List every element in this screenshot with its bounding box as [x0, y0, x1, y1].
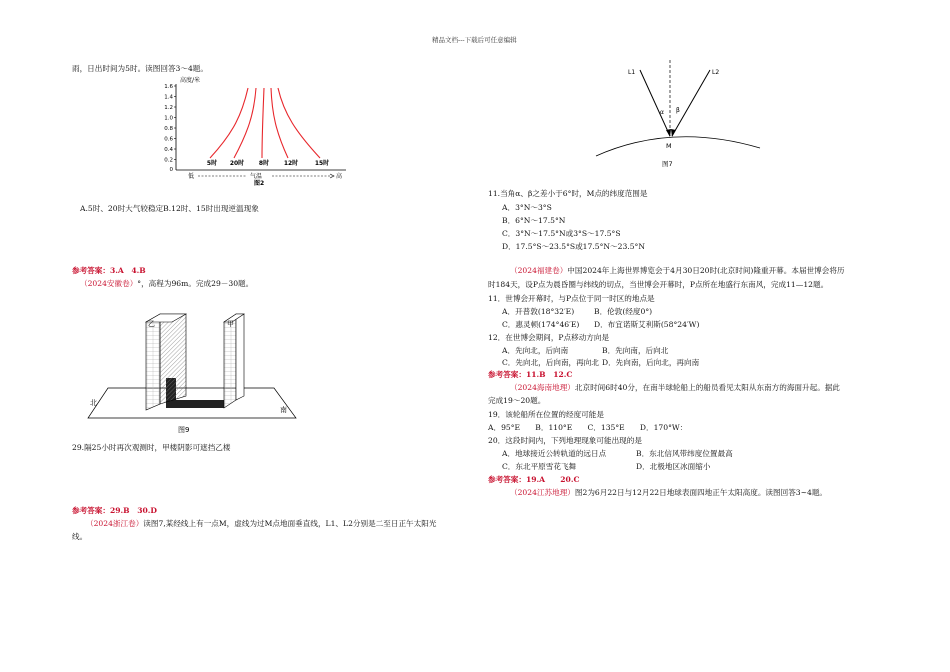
- q20-option-a: A．地球接近公转轨道的远日点: [502, 449, 607, 458]
- fig2-label-20h: 20时: [229, 160, 245, 167]
- q20-option-c: C．东北平原雪花飞舞: [502, 462, 577, 471]
- answer-label: 参考答案：: [488, 370, 526, 379]
- jiangsu-text: 图2为6月22日与12月22日地球表面四地正午太阳高度。读图回答3~4题。: [574, 488, 828, 497]
- fig2-x-high: 高: [336, 173, 343, 180]
- q11b-option-d: D．布宜诺斯艾利斯(58°24′W): [594, 320, 700, 329]
- answer-value: 3.A 4.B: [109, 266, 146, 275]
- q3-options: A.5时、20时大气较稳定B.12时、15时出现逆温现象: [80, 204, 259, 213]
- fig7-label-l2: L2: [712, 69, 720, 76]
- fig9-label-south: 南: [280, 406, 287, 414]
- fig2-y-tick: 1.0: [164, 115, 173, 122]
- fig7-label-alpha: α: [660, 109, 664, 116]
- fig2-y-tick: 1.4: [164, 94, 173, 101]
- fig9-caption: 图9: [178, 426, 190, 434]
- fig2-curve-5h: [210, 88, 248, 158]
- fig2-y-tick: 0.4: [164, 147, 173, 153]
- fujian-text: 中国2024年上海世界博览会于4月30日20时(北京时间)隆重开幕。本届世博会将历: [567, 266, 845, 275]
- source-hainan: （2024海南地理）: [510, 383, 575, 392]
- fig2-curve-8h: [262, 88, 264, 158]
- answer-label: 参考答案：: [72, 266, 110, 275]
- q11b-option-c: C．惠灵顿(174°46′E): [502, 320, 580, 329]
- figure-7: [592, 56, 762, 170]
- q12-text: 12．在世博会期间，P点移动方向是: [488, 333, 610, 342]
- fig2-caption: 图2: [254, 180, 265, 187]
- figure-9: [84, 300, 310, 438]
- fujian-text-cont: 时184天，设P点为晨昏圈与纬线的切点，当世博会开幕时，P点所在地盛行东南风，完成11—12题。: [488, 280, 829, 289]
- fig2-y-tick: 0: [169, 167, 173, 173]
- fig7-caption: 图7: [662, 160, 673, 168]
- fig2-y-tick: 0.8: [164, 126, 173, 132]
- q20-option-d: D．北极地区冰面缩小: [636, 462, 711, 471]
- q11a-option-c: C．3°N～17.5°N或3°S～17.5°S: [502, 229, 621, 238]
- fig7-ray-l1: [640, 70, 670, 136]
- hainan-text-cont: 完成19～20题。: [488, 396, 546, 405]
- fig9-label-yi: 乙: [148, 320, 155, 328]
- q20-text: 20．这段时间内，下列地理现象可能出现的是: [488, 436, 642, 445]
- fig7-label-l1: L1: [628, 69, 636, 76]
- intro-text: 雨，日出时间为5时。读图回答3～4题。: [72, 64, 208, 73]
- fig7-label-m: M: [666, 142, 672, 150]
- q11a-option-d: D．17.5°S～23.5°S或17.5°N～23.5°N: [502, 242, 645, 251]
- fig2-label-5h: 5时: [206, 160, 218, 167]
- q20-option-b: B．东北信风带纬度位置最高: [636, 449, 733, 458]
- source-zhejiang: （2024浙江卷）: [86, 519, 144, 528]
- q11a-option-a: A．3°N～3°S: [502, 203, 552, 212]
- q11a-text: 11.当角α、β之差小于6°时，M点的纬度范围是: [488, 189, 648, 198]
- hainan-text: 北京时间6时40分，在南半球轮船上的船员看见太阳从东南方的海面升起。据此: [574, 383, 840, 392]
- fig7-earth-surface: [596, 137, 760, 156]
- fig2-x-mid: 气温: [250, 173, 263, 180]
- q11b-option-a: A．开普敦(18°32′E): [502, 307, 575, 316]
- q19-text: 19．该轮船所在位置的经度可能是: [488, 410, 604, 419]
- answer-value: 29.B 30.D: [109, 506, 157, 515]
- q12-option-a: A．先向北，后向南: [502, 346, 569, 355]
- fig2-label-12h: 12时: [283, 160, 299, 167]
- fig2-label-15h: 15时: [314, 160, 330, 167]
- page-header: 精品文档---下载后可任意编辑: [432, 36, 517, 44]
- fig2-y-title: 高度/米: [180, 77, 201, 84]
- q29-text: 29.隔25小时再次观测时，甲楼阴影可遮挡乙楼: [72, 443, 231, 452]
- fig2-y-tick: 1.6: [164, 84, 173, 90]
- q12-option-b: B．先向南，后向北: [602, 346, 669, 355]
- q12-option-d: D．先向南，后向北，再向南: [602, 358, 700, 367]
- fig9-building-yi-front: [146, 314, 160, 410]
- answer-label: 参考答案：: [72, 506, 110, 515]
- fig2-y-tick: 0.2: [164, 157, 173, 164]
- q12-option-c: C．先向北，后向南，再向北: [502, 358, 599, 367]
- source-jiangsu: （2024江苏地理）: [510, 488, 575, 497]
- fig9-building-yi-side: [160, 314, 186, 404]
- q11b-text: 11．世博会开幕时，与P点位于同一时区的地点是: [488, 294, 655, 303]
- fig9-label-north: 北: [90, 399, 97, 407]
- anhui-text: °，高程为96m。完成29－30题。: [137, 279, 254, 288]
- figure-2: [150, 74, 360, 188]
- answer-value: 19.A 20.C: [525, 475, 580, 484]
- answer-value: 11.B 12.C: [525, 370, 573, 379]
- zhejiang-text-cont: 线。: [72, 532, 88, 541]
- q11a-option-b: B．6°N～17.5°N: [502, 216, 566, 225]
- fig2-y-tick: 0.6: [164, 136, 173, 143]
- fig9-label-jia: 甲: [227, 320, 234, 328]
- fig2-label-8h: 8时: [258, 160, 270, 167]
- fig2-curve-15h: [278, 88, 320, 158]
- answer-label: 参考答案：: [488, 475, 526, 484]
- zhejiang-text: 读图7,某经线上有一点M，虚线为过M点地面垂直线，L1、L2分别是二至日正午太阳光: [143, 519, 437, 528]
- fig2-y-tick: 1.2: [164, 105, 173, 111]
- fig7-ray-l2: [672, 70, 710, 136]
- fig9-building-jia-side: [236, 314, 244, 400]
- fig9-building-jia-front: [224, 314, 236, 408]
- fig2-x-low: 低: [188, 173, 195, 180]
- source-anhui: （2024安徽卷）: [80, 279, 138, 288]
- source-fujian: （2024福建卷）: [510, 266, 568, 275]
- fig7-label-beta: β: [676, 107, 680, 114]
- fig2-curve-12h: [271, 88, 288, 158]
- q11b-option-b: B．伦敦(经度0°): [594, 307, 653, 316]
- q19-options: A．95°E B．110°E C．135°E D．170°W：: [488, 423, 688, 432]
